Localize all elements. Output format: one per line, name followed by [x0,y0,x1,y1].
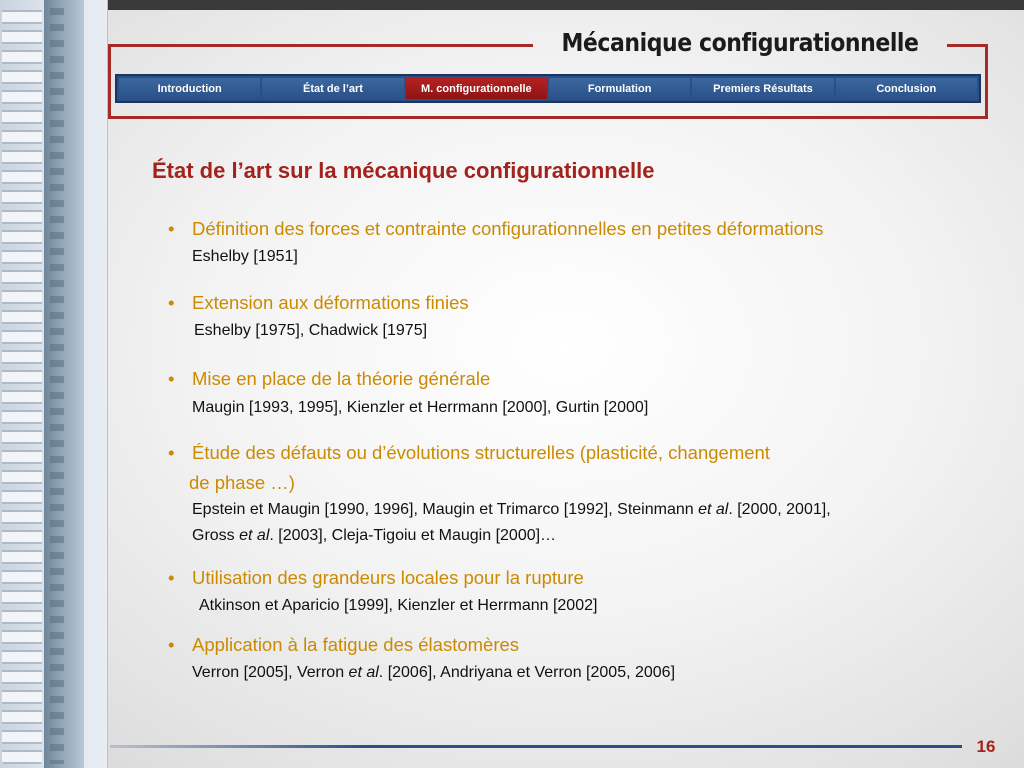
section-nav [115,74,981,103]
ref-text: Verron [2005], Verron [192,664,349,681]
slide-title: Mécanique configurationnelle [561,28,919,57]
ref-text: . [2006], Andriyana et Verron [2005, 2006] [378,664,676,681]
bullet-text: Utilisation des grandeurs locales pour la rupture [192,567,584,588]
ref-italic: et al [239,527,270,544]
bullet-reference [192,664,675,682]
binder-rings [2,6,42,766]
bullet-text: Définition des forces et contrainte configurationnelles en petites déformations [192,218,824,239]
ref-text: Epstein et Maugin [1990, 1996], Maugin et Trimarco [1992], Steinmann [192,501,699,518]
bullet-dot: • [168,292,175,313]
header-frame-left [108,44,111,118]
bullet-reference: Eshelby [1975], Chadwick [1975] [194,322,428,339]
binder-decoration [0,0,108,768]
nav-item-m-configurationnelle[interactable]: M. configurationnelle [406,78,547,99]
nav-item-formulation[interactable]: Formulation [549,78,690,99]
bullet-item [168,292,469,314]
section-heading: État de l’art sur la mécanique configurationnelle [152,158,655,183]
bullet-reference: Maugin [1993, 1995], Kienzler et Herrmann [2000], Gurtin [2000] [192,399,649,416]
bullet-reference: Eshelby [1951] [192,248,298,265]
bullet-dot: • [168,218,175,239]
page-number: 16 [976,737,996,756]
header-frame-bottom [108,116,988,119]
nav-item-introduction[interactable]: Introduction [119,78,260,99]
bullet-item [168,567,584,589]
bullet-text: Extension aux déformations finies [192,292,469,313]
ref-text: . [2003], Cleja-Tigoiu et Maugin [2000]… [269,527,557,544]
bullet-text: Étude des défauts ou d’évolutions structurelles (plasticité, changement [192,442,770,463]
bullet-reference [192,527,556,545]
header-frame-right [985,44,988,118]
footer-line [110,745,962,748]
top-strip [0,0,1024,10]
nav-item-conclusion[interactable]: Conclusion [836,78,977,99]
bullet-dot: • [168,368,175,389]
header-frame-top [108,44,533,47]
nav-item-etat-de-lart[interactable]: État de l’art [262,78,403,99]
bullet-reference: Atkinson et Aparicio [1999], Kienzler et Herrmann [2002] [199,597,598,614]
ref-italic: et al [348,664,379,681]
ref-italic: et al [698,501,729,518]
bullet-dot: • [168,567,175,588]
bullet-item [168,218,823,240]
nav-item-premiers-resultats[interactable]: Premiers Résultats [692,78,833,99]
bullet-text-continuation: de phase …) [189,472,295,493]
bullet-dot: • [168,442,175,463]
ref-text: . [2000, 2001], [728,501,831,518]
ref-text: Gross [192,527,240,544]
bullet-item [168,442,770,464]
bullet-text: Application à la fatigue des élastomères [192,634,520,655]
header-frame-top-right [947,44,987,47]
bullet-text: Mise en place de la théorie générale [192,368,491,389]
bullet-reference [192,501,831,519]
binder-holes [50,8,64,764]
bullet-item [168,368,490,390]
bullet-dot: • [168,634,175,655]
bullet-item [168,634,519,656]
